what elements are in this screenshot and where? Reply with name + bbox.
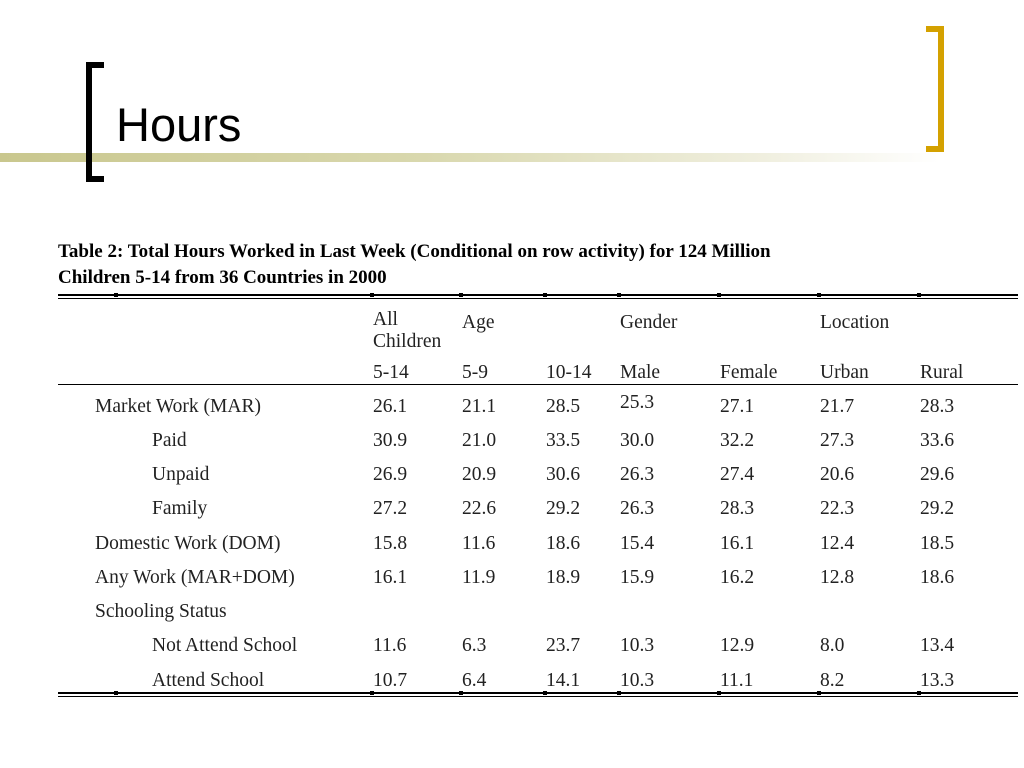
- table-cell: 18.6: [546, 533, 581, 554]
- table-top-rule: [58, 294, 1018, 296]
- table-caption-line-1: Table 2: Total Hours Worked in Last Week (Conditional on row activity) for 124 Million: [58, 241, 771, 262]
- table-cell: 21.7: [820, 396, 855, 417]
- header-location: Location: [820, 312, 890, 333]
- table-bottom-rule-inner: [58, 696, 1018, 697]
- table-cell: 12.4: [820, 533, 855, 554]
- column-tick-mark: [370, 691, 374, 695]
- table-cell: 26.3: [620, 464, 655, 485]
- table-cell: 23.7: [546, 635, 581, 656]
- table-cell: 18.9: [546, 567, 581, 588]
- title-underline-bar: [0, 153, 940, 162]
- table-cell: 20.6: [820, 464, 855, 485]
- table-cell: 26.3: [620, 498, 655, 519]
- column-tick-mark: [817, 691, 821, 695]
- table-cell: 26.1: [373, 396, 408, 417]
- column-header: 10-14: [546, 362, 592, 383]
- table-cell: 27.1: [720, 396, 755, 417]
- table-cell: 22.6: [462, 498, 497, 519]
- table-cell: 27.3: [820, 430, 855, 451]
- table-cell: 20.9: [462, 464, 497, 485]
- column-tick-mark: [917, 691, 921, 695]
- table-cell: 29.6: [920, 464, 955, 485]
- column-tick-mark: [459, 691, 463, 695]
- column-tick-mark: [543, 293, 547, 297]
- row-label: Domestic Work (DOM): [95, 533, 281, 554]
- column-tick-mark: [817, 293, 821, 297]
- right-bracket-decoration: [926, 26, 944, 152]
- column-header: Female: [720, 362, 778, 383]
- row-label: Paid: [152, 430, 187, 451]
- row-label: Market Work (MAR): [95, 396, 261, 417]
- table-cell: 28.5: [546, 396, 581, 417]
- table-cell: 29.2: [546, 498, 581, 519]
- table-cell: 12.8: [820, 567, 855, 588]
- table-top-rule-inner: [58, 298, 1018, 299]
- table-cell: 30.6: [546, 464, 581, 485]
- table-cell: 10.3: [620, 670, 655, 691]
- column-tick-mark: [459, 293, 463, 297]
- column-tick-mark: [617, 691, 621, 695]
- column-header: Male: [620, 362, 661, 383]
- column-tick-mark: [917, 293, 921, 297]
- table-cell: 8.0: [820, 635, 845, 656]
- table-cell: 6.3: [462, 635, 487, 656]
- table-cell: 10.7: [373, 670, 408, 691]
- table-cell: 12.9: [720, 635, 755, 656]
- column-tick-mark: [370, 293, 374, 297]
- table-cell: 21.1: [462, 396, 497, 417]
- left-bracket-decoration: [86, 62, 104, 182]
- table-cell: 11.1: [720, 670, 754, 691]
- column-header: 5-14: [373, 362, 409, 383]
- table-cell: 15.9: [620, 567, 655, 588]
- table-cell: 8.2: [820, 670, 845, 691]
- table-cell: 11.9: [462, 567, 496, 588]
- table-cell: 16.1: [720, 533, 755, 554]
- table-cell: 30.0: [620, 430, 655, 451]
- column-tick-mark: [717, 293, 721, 297]
- table-cell: 6.4: [462, 670, 487, 691]
- row-label: Unpaid: [152, 464, 210, 485]
- column-header: 5-9: [462, 362, 488, 383]
- row-label: Attend School: [152, 670, 265, 691]
- column-header: Urban: [820, 362, 869, 383]
- table-cell: 13.3: [920, 670, 955, 691]
- column-tick-mark: [114, 293, 118, 297]
- table-caption-line-2: Children 5-14 from 36 Countries in 2000: [58, 267, 387, 288]
- table-cell: 11.6: [462, 533, 496, 554]
- header-age: Age: [462, 312, 495, 333]
- column-tick-mark: [717, 691, 721, 695]
- row-label: Not Attend School: [152, 635, 298, 656]
- table-cell: 22.3: [820, 498, 855, 519]
- column-header: Rural: [920, 362, 964, 383]
- table-cell: 32.2: [720, 430, 755, 451]
- row-label: Family: [152, 498, 208, 519]
- table-cell: 27.4: [720, 464, 755, 485]
- table-cell: 13.4: [920, 635, 955, 656]
- table-cell: 11.6: [373, 635, 407, 656]
- table-cell: 18.5: [920, 533, 955, 554]
- table-header-rule: [58, 384, 1018, 385]
- table-cell: 28.3: [720, 498, 755, 519]
- table-cell: 15.8: [373, 533, 408, 554]
- table-cell: 15.4: [620, 533, 655, 554]
- table-cell: 25.3: [620, 392, 655, 413]
- table-cell: 27.2: [373, 498, 408, 519]
- row-label: Any Work (MAR+DOM): [95, 567, 295, 588]
- table-cell: 28.3: [920, 396, 955, 417]
- table-cell: 30.9: [373, 430, 408, 451]
- table-cell: 10.3: [620, 635, 655, 656]
- header-all-children: All Children: [373, 309, 442, 352]
- table-cell: 16.1: [373, 567, 408, 588]
- table-cell: 29.2: [920, 498, 955, 519]
- table-cell: 16.2: [720, 567, 755, 588]
- table-cell: 26.9: [373, 464, 408, 485]
- column-tick-mark: [114, 691, 118, 695]
- row-label: Schooling Status: [95, 601, 227, 622]
- slide-title: Hours: [116, 98, 242, 151]
- table-caption: [58, 239, 1018, 291]
- table-cell: 21.0: [462, 430, 497, 451]
- column-tick-mark: [617, 293, 621, 297]
- column-tick-mark: [543, 691, 547, 695]
- table-cell: 33.6: [920, 430, 955, 451]
- table-cell: 14.1: [546, 670, 581, 691]
- table-cell: 18.6: [920, 567, 955, 588]
- header-gender: Gender: [620, 312, 678, 333]
- table-cell: 33.5: [546, 430, 581, 451]
